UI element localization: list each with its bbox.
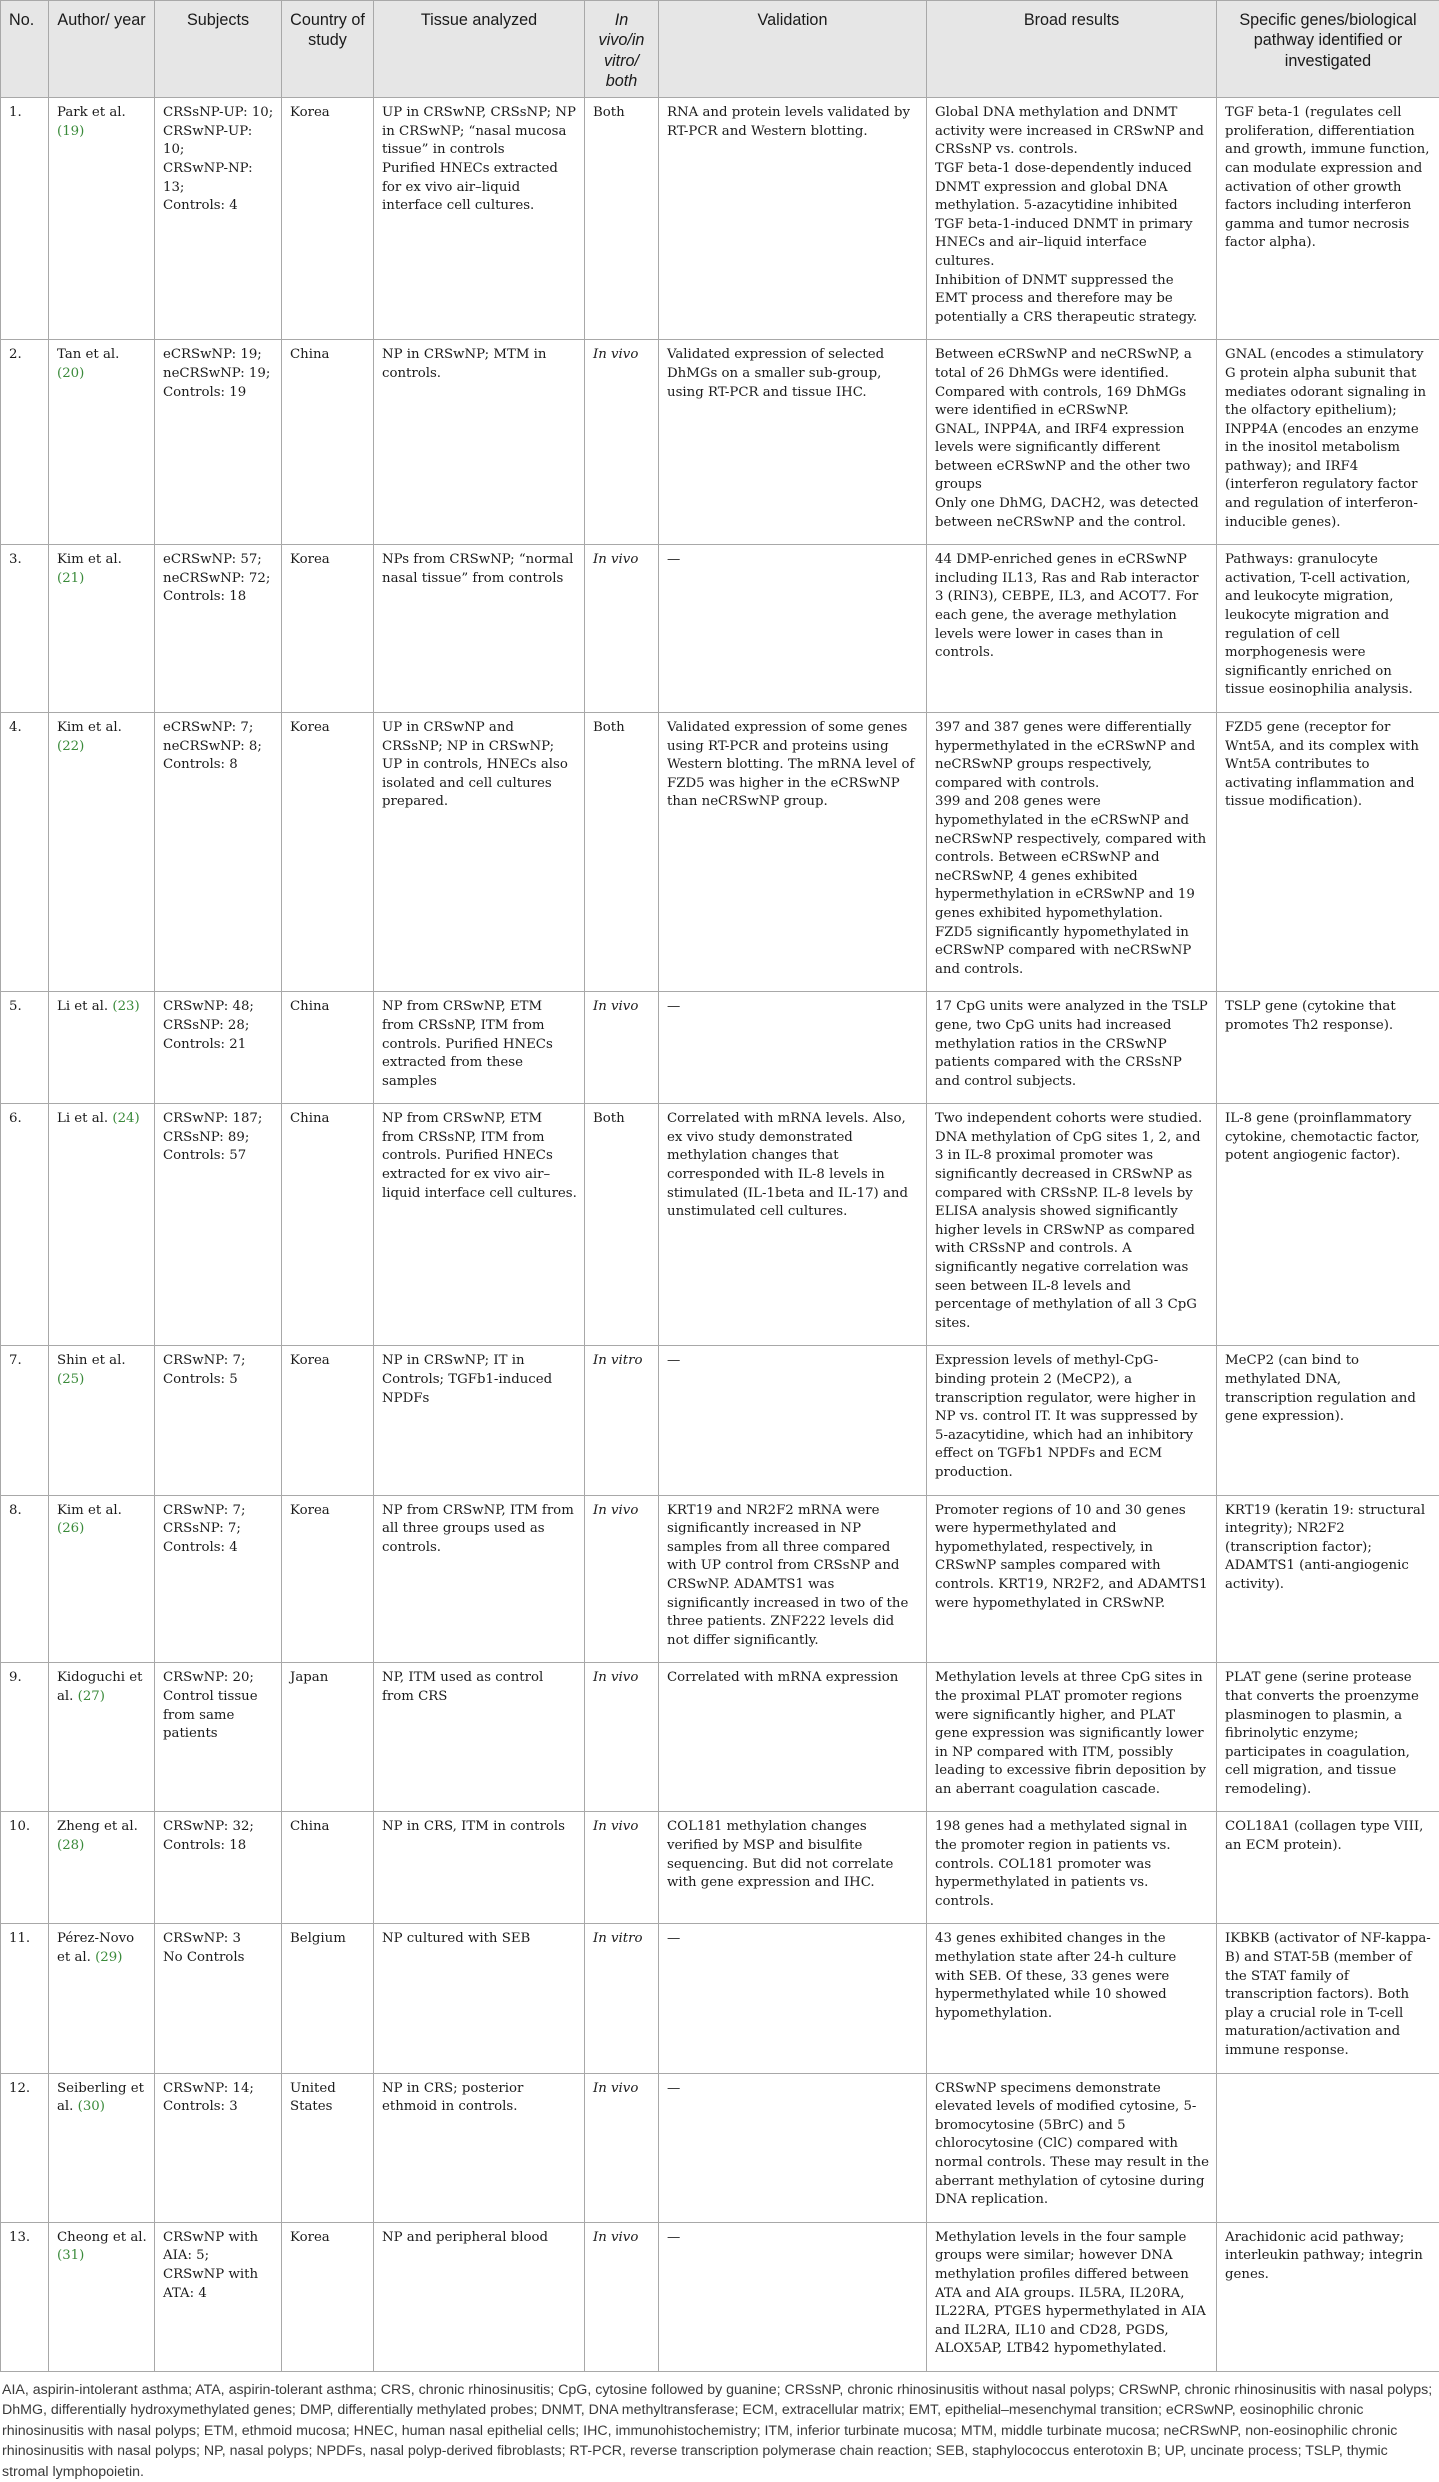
validation-cell: Validated expression of selected DhMGs on a smaller sub-group, using RT-PCR and tissue IHC. [659, 340, 927, 545]
reference-link[interactable]: (28) [57, 1838, 84, 1853]
author-name: Li et al. [57, 1111, 108, 1126]
mode-cell: Both [585, 1104, 659, 1346]
row-number: 13. [1, 2222, 49, 2371]
specific-genes-cell: TSLP gene (cytokine that promotes Th2 response). [1217, 992, 1439, 1104]
validation-cell: — [659, 2073, 927, 2222]
row-number: 10. [1, 1812, 49, 1924]
broad-results-cell: Two independent cohorts were studied. DNA methylation of CpG sites 1, 2, and 3 in IL-8 proximal promoter was significantly decreased in CRSwNP as compared with CRSsNP. IL-8 levels by ELISA analysis showed significantly higher levels in CRSwNP as compared with CRSsNP and controls. A significantly negative correlation was seen between IL-8 levels and percentage of methylation of all 3 CpG sites. [927, 1104, 1217, 1346]
header-validation: Validation [659, 1, 927, 98]
table-row [1, 992, 1439, 1104]
subjects-cell: CRSwNP: 20; Control tissue from same patients [155, 1663, 282, 1812]
validation-cell: — [659, 1346, 927, 1495]
author-name: Pérez-Novo et al. [57, 1931, 134, 1965]
subjects-cell: CRSwNP: 7; Controls: 5 [155, 1346, 282, 1495]
subjects-cell: CRSwNP: 7; CRSsNP: 7; Controls: 4 [155, 1495, 282, 1663]
author-name: Kidoguchi et al. [57, 1670, 142, 1704]
tissue-cell: UP in CRSwNP, CRSsNP; NP in CRSwNP; “nasal mucosa tissue” in controls Purified HNECs extracted for ex vivo air–liquid interface cell cultures. [374, 98, 585, 340]
tissue-cell: NP, ITM used as control from CRS [374, 1663, 585, 1812]
reference-link[interactable]: (22) [57, 739, 84, 754]
specific-genes-cell: TGF beta-1 (regulates cell proliferation, differentiation and growth, immune function, can modulate expression and activation of other growth factors including interferon gamma and tumor necrosis factor alpha). [1217, 98, 1439, 340]
reference-link[interactable]: (25) [57, 1372, 84, 1387]
table-row [1, 1924, 1439, 2073]
broad-results-cell: CRSwNP specimens demonstrate elevated levels of modified cytosine, 5-bromocytosine (5BrC) and 5 chlorocytosine (ClC) compared with normal controls. These may result in the aberrant methylation of cytosine during DNA replication. [927, 2073, 1217, 2222]
specific-genes-cell: Arachidonic acid pathway; interleukin pathway; integrin genes. [1217, 2222, 1439, 2371]
specific-genes-cell: Pathways: granulocyte activation, T-cell activation, and leukocyte migration, leukocyte migration and regulation of cell morphogenesis were significantly enriched on tissue eosinophilia analysis. [1217, 545, 1439, 713]
country-cell: Korea [282, 545, 374, 713]
author-name: Kim et al. [57, 552, 122, 567]
subjects-cell: eCRSwNP: 19; neCRSwNP: 19; Controls: 19 [155, 340, 282, 545]
header-mode: In vivo/in vitro/ both [585, 1, 659, 98]
validation-cell: — [659, 992, 927, 1104]
reference-link[interactable]: (30) [78, 2099, 105, 2114]
subjects-cell: CRSsNP-UP: 10; CRSwNP-UP: 10; CRSwNP-NP: 13; Controls: 4 [155, 98, 282, 340]
author-cell [49, 98, 155, 340]
author-name: Cheong et al. [57, 2230, 147, 2245]
subjects-cell: CRSwNP: 48; CRSsNP: 28; Controls: 21 [155, 992, 282, 1104]
reference-link[interactable]: (23) [112, 999, 139, 1014]
broad-results-cell: 44 DMP-enriched genes in eCRSwNP including IL13, Ras and Rab interactor 3 (RIN3), CEBPE, IL3, and ACOT7. For each gene, the average methylation levels were lower in cases than in controls. [927, 545, 1217, 713]
tissue-cell: NP in CRSwNP; MTM in controls. [374, 340, 585, 545]
country-cell: China [282, 340, 374, 545]
subjects-cell: CRSwNP: 3 No Controls [155, 1924, 282, 2073]
author-cell [49, 545, 155, 713]
reference-link[interactable]: (27) [78, 1689, 105, 1704]
mode-cell: In vivo [585, 992, 659, 1104]
mode-cell: Both [585, 713, 659, 992]
row-number: 6. [1, 1104, 49, 1346]
broad-results-cell: Methylation levels in the four sample groups were similar; however DNA methylation profiles differed between ATA and AIA groups. IL5RA, IL20RA, IL22RA, PTGES hypermethylated in AIA and IL2RA, IL10 and CD28, PGDS, ALOX5AP, LTB42 hypomethylated. [927, 2222, 1217, 2371]
broad-results-cell: Promoter regions of 10 and 30 genes were hypermethylated and hypomethylated, respectively, in CRSwNP samples compared with controls. KRT19, NR2F2, and ADAMTS1 were hypomethylated in CRSwNP. [927, 1495, 1217, 1663]
specific-genes-cell: COL18A1 (collagen type VIII, an ECM protein). [1217, 1812, 1439, 1924]
header-country: Country of study [282, 1, 374, 98]
table-row [1, 1812, 1439, 1924]
country-cell: Japan [282, 1663, 374, 1812]
author-name: Shin et al. [57, 1353, 126, 1368]
tissue-cell: NP and peripheral blood [374, 2222, 585, 2371]
table-row [1, 1663, 1439, 1812]
author-name: Zheng et al. [57, 1819, 138, 1834]
header-tissue: Tissue analyzed [374, 1, 585, 98]
table-row [1, 2073, 1439, 2222]
reference-link[interactable]: (29) [95, 1950, 122, 1965]
validation-cell: Correlated with mRNA levels. Also, ex vivo study demonstrated methylation changes that corresponded with IL-8 levels in stimulated (IL-1beta and IL-17) and unstimulated cell cultures. [659, 1104, 927, 1346]
reference-link[interactable]: (24) [112, 1111, 139, 1126]
broad-results-cell: Expression levels of methyl-CpG-binding protein 2 (MeCP2), a transcription regulator, were higher in NP vs. control IT. It was suppressed by 5-azacytidine, which had an inhibitory effect on TGFb1 NPDFs and ECM production. [927, 1346, 1217, 1495]
tissue-cell: NP from CRSwNP, ETM from CRSsNP, ITM from controls. Purified HNECs extracted from these samples [374, 992, 585, 1104]
validation-cell: — [659, 1924, 927, 2073]
table-row [1, 340, 1439, 545]
reference-link[interactable]: (21) [57, 571, 84, 586]
country-cell: Korea [282, 1495, 374, 1663]
subjects-cell: eCRSwNP: 57; neCRSwNP: 72; Controls: 18 [155, 545, 282, 713]
row-number: 1. [1, 98, 49, 340]
validation-cell: KRT19 and NR2F2 mRNA were significantly increased in NP samples from all three compared with UP control from CRSsNP and CRSwNP. ADAMTS1 was significantly increased in two of the three patients. ZNF222 levels did not differ significantly. [659, 1495, 927, 1663]
mode-cell: In vivo [585, 1812, 659, 1924]
tissue-cell: NP from CRSwNP, ITM from all three groups used as controls. [374, 1495, 585, 1663]
subjects-cell: eCRSwNP: 7; neCRSwNP: 8; Controls: 8 [155, 713, 282, 992]
broad-results-cell: 397 and 387 genes were differentially hypermethylated in the eCRSwNP and neCRSwNP groups respectively, compared with controls. 399 and 208 genes were hypomethylated in the eCRSwNP and neCRSwNP respectively, compared with controls. Between eCRSwNP and neCRSwNP, 4 genes exhibited hypermethylation in eCRSwNP and 19 genes exhibited hypomethylation. FZD5 significantly hypomethylated in eCRSwNP compared with neCRSwNP and controls. [927, 713, 1217, 992]
author-cell [49, 1104, 155, 1346]
table-row [1, 1346, 1439, 1495]
country-cell: Korea [282, 1346, 374, 1495]
specific-genes-cell: PLAT gene (serine protease that converts the proenzyme plasminogen to plasmin, a fibrinolytic enzyme; participates in coagulation, cell migration, and tissue remodeling). [1217, 1663, 1439, 1812]
subjects-cell: CRSwNP: 187; CRSsNP: 89; Controls: 57 [155, 1104, 282, 1346]
tissue-cell: NP cultured with SEB [374, 1924, 585, 2073]
mode-cell: In vivo [585, 2222, 659, 2371]
tissue-cell: NPs from CRSwNP; “normal nasal tissue” from controls [374, 545, 585, 713]
row-number: 2. [1, 340, 49, 545]
author-cell [49, 992, 155, 1104]
broad-results-cell: 17 CpG units were analyzed in the TSLP gene, two CpG units had increased methylation ratios in the CRSwNP patients compared with the CRSsNP and control subjects. [927, 992, 1217, 1104]
mode-cell: Both [585, 98, 659, 340]
mode-cell: In vitro [585, 1346, 659, 1495]
tissue-cell: NP in CRSwNP; IT in Controls; TGFb1-induced NPDFs [374, 1346, 585, 1495]
specific-genes-cell: KRT19 (keratin 19: structural integrity); NR2F2 (transcription factor); ADAMTS1 (anti-angiogenic activity). [1217, 1495, 1439, 1663]
country-cell: China [282, 992, 374, 1104]
header-broad-results: Broad results [927, 1, 1217, 98]
author-name: Tan et al. [57, 347, 119, 362]
author-cell [49, 713, 155, 992]
author-cell [49, 2073, 155, 2222]
reference-link[interactable]: (19) [57, 124, 84, 139]
row-number: 3. [1, 545, 49, 713]
row-number: 11. [1, 1924, 49, 2073]
reference-link[interactable]: (31) [57, 2248, 84, 2263]
row-number: 9. [1, 1663, 49, 1812]
country-cell: Belgium [282, 1924, 374, 2073]
tissue-cell: NP in CRS, ITM in controls [374, 1812, 585, 1924]
author-cell [49, 1495, 155, 1663]
specific-genes-cell: FZD5 gene (receptor for Wnt5A, and its complex with Wnt5A contributes to activating inflammation and tissue modification). [1217, 713, 1439, 992]
table-body [1, 98, 1439, 2372]
specific-genes-cell [1217, 2073, 1439, 2222]
author-name: Kim et al. [57, 1503, 122, 1518]
header-subjects: Subjects [155, 1, 282, 98]
specific-genes-cell: GNAL (encodes a stimulatory G protein alpha subunit that mediates odorant signaling in the olfactory epithelium); INPP4A (encodes an enzyme in the inositol metabolism pathway); and IRF4 (interferon regulatory factor and regulation of interferon-inducible genes). [1217, 340, 1439, 545]
mode-cell: In vivo [585, 545, 659, 713]
subjects-cell: CRSwNP: 32; Controls: 18 [155, 1812, 282, 1924]
table-row [1, 1495, 1439, 1663]
author-name: Li et al. [57, 999, 108, 1014]
table-footnote: AIA, aspirin-intolerant asthma; ATA, aspirin-tolerant asthma; CRS, chronic rhinosinusitis; CpG, cytosine followed by guanine; CRSsNP, chronic rhinosinusitis without nasal polyps; CRSwNP, chronic rhinosinusitis with nasal polyps; DhMG, differentially hydroxymethylated genes; DMP, differentially methylated probes; DNMT, DNA methyltransferase; ECM, extracellular matrix; EMT, epithelial–mesenchymal transition; eCRSwNP, eosinophilic chronic rhinosinusitis with nasal polyps; ETM, ethmoid mucosa; HNEC, human nasal epithelial cells; IHC, immunohistochemistry; ITM, inferior turbinate mucosa; MTM, middle turbinate mucosa; neCRSwNP, non-eosinophilic chronic rhinosinusitis with nasal polyps; NP, nasal polyps; NPDFs, nasal polyp-derived fibroblasts; RT-PCR, reverse transcription polymerase chain reaction; SEB, staphylococcus enterotoxin B; UP, uncinate process; TSLP, thymic stromal lymphopoietin. [0, 2372, 1439, 2482]
table-row [1, 545, 1439, 713]
row-number: 4. [1, 713, 49, 992]
header-author: Author/ year [49, 1, 155, 98]
mode-cell: In vivo [585, 340, 659, 545]
mode-cell: In vivo [585, 2073, 659, 2222]
country-cell: Korea [282, 98, 374, 340]
author-name: Kim et al. [57, 720, 122, 735]
tissue-cell: NP from CRSwNP, ETM from CRSsNP, ITM from controls. Purified HNECs extracted for ex vivo air–liquid interface cell cultures. [374, 1104, 585, 1346]
row-number: 7. [1, 1346, 49, 1495]
table-row [1, 98, 1439, 340]
author-cell [49, 1812, 155, 1924]
table-row [1, 713, 1439, 992]
country-cell: United States [282, 2073, 374, 2222]
validation-cell: COL181 methylation changes verified by MSP and bisulfite sequencing. But did not correlate with gene expression and IHC. [659, 1812, 927, 1924]
mode-cell: In vivo [585, 1663, 659, 1812]
author-name: Seiberling et al. [57, 2081, 144, 2115]
tissue-cell: NP in CRS; posterior ethmoid in controls. [374, 2073, 585, 2222]
author-cell [49, 1346, 155, 1495]
header-specific-genes: Specific genes/biological pathway identified or investigated [1217, 1, 1439, 98]
validation-cell: Validated expression of some genes using RT-PCR and proteins using Western blotting. The mRNA level of FZD5 was higher in the eCRSwNP than neCRSwNP group. [659, 713, 927, 992]
country-cell: China [282, 1104, 374, 1346]
validation-cell: Correlated with mRNA expression [659, 1663, 927, 1812]
author-cell [49, 340, 155, 545]
broad-results-cell: Global DNA methylation and DNMT activity were increased in CRSwNP and CRSsNP vs. controls. TGF beta-1 dose-dependently induced DNMT expression and global DNA methylation. 5-azacytidine inhibited TGF beta-1-induced DNMT in primary HNECs and air–liquid interface cultures. Inhibition of DNMT suppressed the EMT process and therefore may be potentially a CRS therapeutic strategy. [927, 98, 1217, 340]
country-cell: Korea [282, 713, 374, 992]
header-row [1, 1, 1439, 98]
mode-cell: In vitro [585, 1924, 659, 2073]
author-name: Park et al. [57, 105, 126, 120]
reference-link[interactable]: (26) [57, 1521, 84, 1536]
specific-genes-cell: IKBKB (activator of NF-kappa-B) and STAT-5B (member of the STAT family of transcription factors). Both play a crucial role in T-cell maturation/activation and immune response. [1217, 1924, 1439, 2073]
validation-cell: RNA and protein levels validated by RT-PCR and Western blotting. [659, 98, 927, 340]
broad-results-cell: 43 genes exhibited changes in the methylation state after 24-h culture with SEB. Of these, 33 genes were hypermethylated while 10 showed hypomethylation. [927, 1924, 1217, 2073]
mode-cell: In vivo [585, 1495, 659, 1663]
author-cell [49, 2222, 155, 2371]
table-row [1, 2222, 1439, 2371]
specific-genes-cell: MeCP2 (can bind to methylated DNA, transcription regulation and gene expression). [1217, 1346, 1439, 1495]
validation-cell: — [659, 545, 927, 713]
table-row [1, 1104, 1439, 1346]
broad-results-cell: 198 genes had a methylated signal in the promoter region in patients vs. controls. COL181 promoter was hypermethylated in patients vs. controls. [927, 1812, 1217, 1924]
author-cell [49, 1924, 155, 2073]
country-cell: Korea [282, 2222, 374, 2371]
country-cell: China [282, 1812, 374, 1924]
tissue-cell: UP in CRSwNP and CRSsNP; NP in CRSwNP; UP in controls, HNECs also isolated and cell cultures prepared. [374, 713, 585, 992]
reference-link[interactable]: (20) [57, 366, 84, 381]
subjects-cell: CRSwNP: 14; Controls: 3 [155, 2073, 282, 2222]
broad-results-cell: Methylation levels at three CpG sites in the proximal PLAT promoter regions were significantly higher, and PLAT gene expression was significantly lower in NP compared with ITM, possibly leading to excessive fibrin deposition by an aberrant coagulation cascade. [927, 1663, 1217, 1812]
validation-cell: — [659, 2222, 927, 2371]
subjects-cell: CRSwNP with AIA: 5; CRSwNP with ATA: 4 [155, 2222, 282, 2371]
header-no: No. [1, 1, 49, 98]
row-number: 8. [1, 1495, 49, 1663]
author-cell [49, 1663, 155, 1812]
row-number: 5. [1, 992, 49, 1104]
specific-genes-cell: IL-8 gene (proinflammatory cytokine, chemotactic factor, potent angiogenic factor). [1217, 1104, 1439, 1346]
row-number: 12. [1, 2073, 49, 2222]
broad-results-cell: Between eCRSwNP and neCRSwNP, a total of 26 DhMGs were identified. Compared with controls, 169 DhMGs were identified in eCRSwNP. GNAL, INPP4A, and IRF4 expression levels were significantly different between eCRSwNP and the other two groups Only one DhMG, DACH2, was detected between neCRSwNP and the control. [927, 340, 1217, 545]
